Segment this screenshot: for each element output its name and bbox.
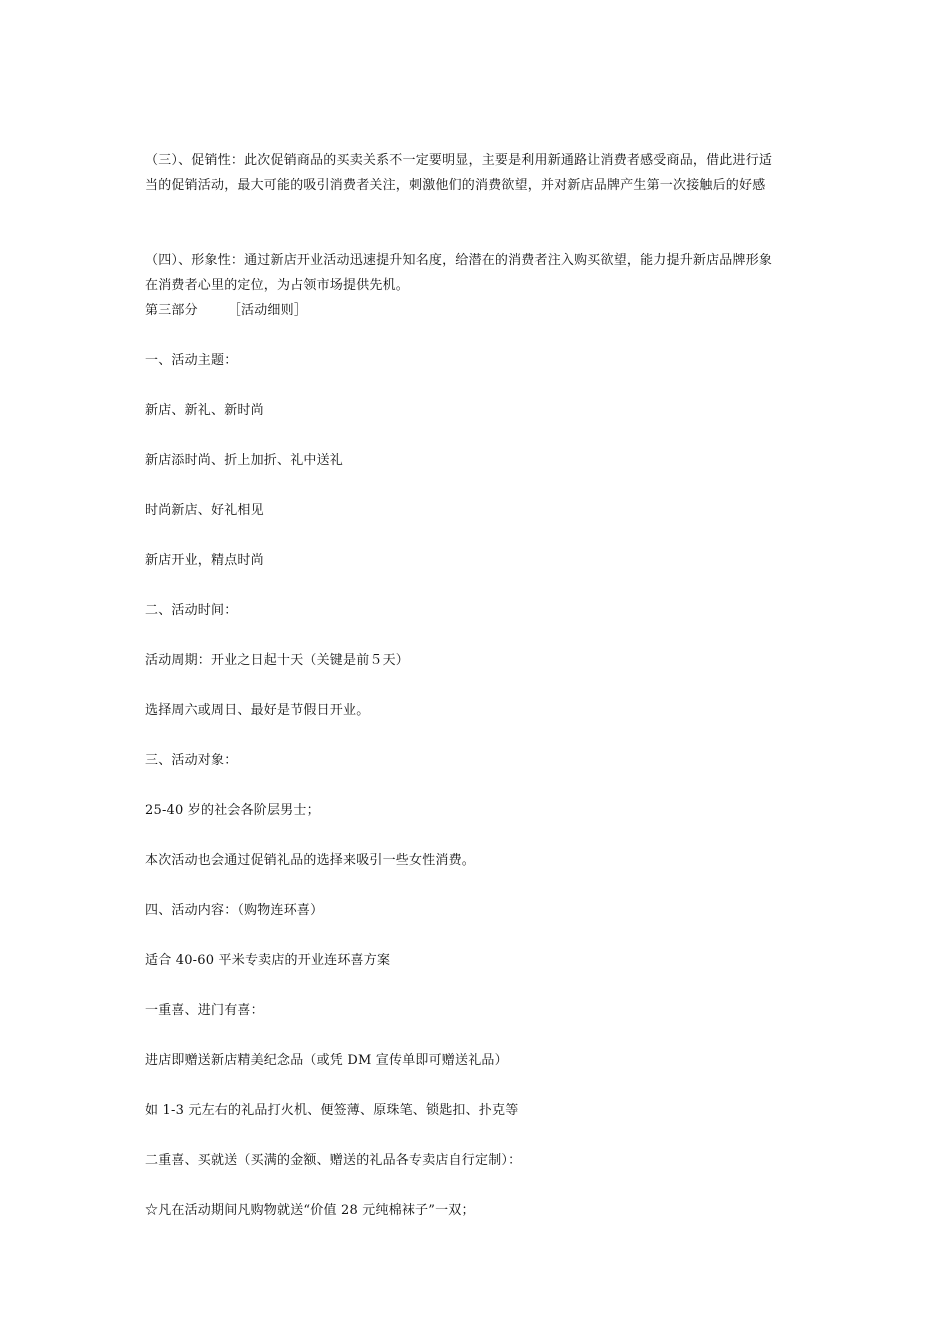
target-item-2: 本次活动也会通过促销礼品的选择来吸引一些女性消费。 [145,853,476,868]
theme-item-1: 新店、新礼、新时尚 [145,403,264,418]
section-time-heading: 二、活动时间： [145,603,238,618]
target-item-1: 25-40 岁的社会各阶层男士； [145,803,320,818]
part-three-label: 第三部分 [145,303,198,318]
paragraph-image-line-1: （四）、形象性：通过新店开业活动迅速提升知名度，给潜在的消费者注入购买欲望，能力提升新店品牌形象 [145,253,773,268]
time-choose-day: 选择周六或周日、最好是节假日开业。 [145,703,370,718]
content-plan: 适合 40-60 平米专卖店的开业连环喜方案 [145,953,391,968]
paragraph-image-line-2: 在消费者心里的定位，为占领市场提供先机。 [145,278,410,293]
theme-item-3: 时尚新店、好礼相见 [145,503,264,518]
part-three-heading [145,302,815,320]
section-target-heading: 三、活动对象： [145,753,238,768]
section-content-heading: 四、活动内容：（购物连环喜） [145,903,324,918]
time-period: 活动周期：开业之日起十天（关键是前５天） [145,653,410,668]
paragraph-promotion-line-1: （三）、促销性：此次促销商品的买卖关系不一定要明显，主要是利用新通路让消费者感受商品，借此进行适 [145,153,773,168]
joy-one-text: 进店即赠送新店精美纪念品（或凭 DM 宣传单即可赠送礼品） [145,1053,508,1068]
joy-two-text: ☆凡在活动期间凡购物就送“价值 28 元纯棉袜子”一双； [145,1203,475,1218]
part-three-title: ［活动细则］ [227,303,308,318]
theme-item-2: 新店添时尚、折上加折、礼中送礼 [145,453,344,468]
joy-one-example: 如 1-3 元左右的礼品打火机、便签薄、原珠笔、锁匙扣、扑克等 [145,1103,519,1118]
theme-item-4: 新店开业，精点时尚 [145,553,264,568]
joy-one-heading: 一重喜、进门有喜： [145,1003,264,1018]
section-theme-heading: 一、活动主题： [145,353,238,368]
joy-two-heading: 二重喜、买就送（买满的金额、赠送的礼品各专卖店自行定制）： [145,1153,522,1168]
paragraph-promotion-line-2: 当的促销活动，最大可能的吸引消费者关注，刺激他们的消费欲望，并对新店品牌产生第一次接触后的好感 [145,178,766,193]
